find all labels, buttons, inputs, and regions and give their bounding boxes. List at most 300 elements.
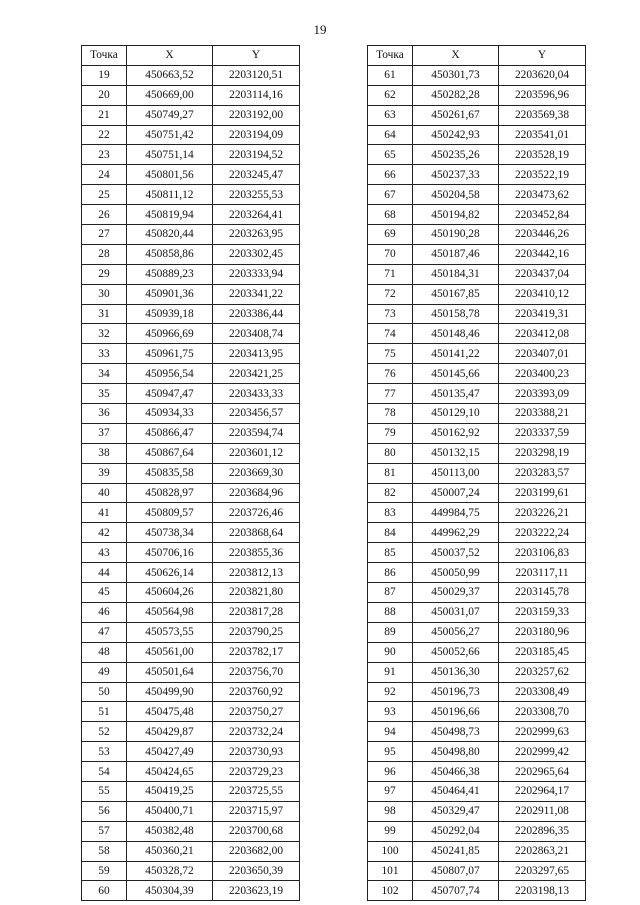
table-row [82,881,300,901]
table-row [368,781,586,801]
cell-y: 2203541,01 [499,125,586,145]
cell-x: 450400,71 [127,801,213,821]
cell-x: 450738,34 [127,523,213,543]
table-row [82,85,300,105]
table-row [368,861,586,881]
cell-point: 40 [82,483,127,503]
cell-point: 43 [82,543,127,563]
cell-y: 2203433,33 [213,384,300,404]
cell-point: 102 [368,881,413,901]
cell-x: 450707,74 [413,881,499,901]
table-row [82,65,300,85]
cell-y: 2203782,17 [213,642,300,662]
table-row [82,702,300,722]
cell-y: 2203337,59 [499,423,586,443]
cell-x: 450037,52 [413,543,499,563]
cell-point: 44 [82,563,127,583]
table-header-row [368,46,586,66]
cell-y: 2203812,13 [213,563,300,583]
cell-point: 75 [368,344,413,364]
cell-y: 2203419,31 [499,304,586,324]
table-row [368,205,586,225]
cell-y: 2203180,96 [499,622,586,642]
cell-x: 450828,97 [127,483,213,503]
cell-y: 2203393,09 [499,384,586,404]
cell-y: 2202964,17 [499,781,586,801]
table-header-row [82,46,300,66]
table-row [82,742,300,762]
table-row [368,523,586,543]
cell-y: 2203596,96 [499,85,586,105]
cell-point: 70 [368,244,413,264]
cell-y: 2203410,12 [499,284,586,304]
cell-x: 450304,39 [127,881,213,901]
table-row [82,642,300,662]
cell-point: 49 [82,662,127,682]
cell-y: 2203106,83 [499,543,586,563]
table-row [368,65,586,85]
cell-x: 450360,21 [127,841,213,861]
cell-x: 450129,10 [413,404,499,424]
table-row [368,821,586,841]
cell-y: 2203194,09 [213,125,300,145]
cell-y: 2203245,47 [213,165,300,185]
cell-y: 2203726,46 [213,503,300,523]
cell-y: 2203400,23 [499,364,586,384]
cell-point: 93 [368,702,413,722]
cell-x: 450466,38 [413,762,499,782]
cell-y: 2203817,28 [213,602,300,622]
cell-point: 52 [82,722,127,742]
table-row [368,165,586,185]
table-row [368,762,586,782]
cell-x: 450261,67 [413,105,499,125]
table-row [82,821,300,841]
cell-point: 87 [368,583,413,603]
cell-point: 63 [368,105,413,125]
table-row [368,324,586,344]
cell-point: 88 [368,602,413,622]
cell-x: 450966,69 [127,324,213,344]
cell-x: 449984,75 [413,503,499,523]
cell-y: 2203729,23 [213,762,300,782]
cell-x: 450301,73 [413,65,499,85]
cell-x: 450499,90 [127,682,213,702]
cell-point: 26 [82,205,127,225]
cell-y: 2203341,22 [213,284,300,304]
table-row [368,682,586,702]
cell-y: 2203117,11 [499,563,586,583]
cell-y: 2202999,63 [499,722,586,742]
cell-y: 2203120,51 [213,65,300,85]
cell-x: 450626,14 [127,563,213,583]
cell-point: 27 [82,225,127,245]
table-row [368,125,586,145]
cell-x: 450235,26 [413,145,499,165]
cell-x: 450145,66 [413,364,499,384]
cell-y: 2203522,19 [499,165,586,185]
cell-point: 36 [82,404,127,424]
cell-x: 450498,73 [413,722,499,742]
cell-point: 47 [82,622,127,642]
cell-x: 450475,48 [127,702,213,722]
cell-point: 96 [368,762,413,782]
coordinates-table-left [81,45,300,901]
cell-point: 91 [368,662,413,682]
cell-x: 450961,75 [127,344,213,364]
cell-point: 20 [82,85,127,105]
cell-y: 2203669,30 [213,463,300,483]
table-row [368,244,586,264]
cell-point: 72 [368,284,413,304]
cell-y: 2203408,74 [213,324,300,344]
cell-x: 450242,93 [413,125,499,145]
cell-x: 450811,12 [127,185,213,205]
cell-point: 76 [368,364,413,384]
cell-point: 77 [368,384,413,404]
cell-point: 23 [82,145,127,165]
header-x: X [127,46,213,66]
table-row [368,463,586,483]
cell-y: 2203159,33 [499,602,586,622]
cell-point: 90 [368,642,413,662]
table-row [368,881,586,901]
cell-point: 30 [82,284,127,304]
cell-y: 2202863,21 [499,841,586,861]
cell-point: 95 [368,742,413,762]
cell-y: 2203682,00 [213,841,300,861]
cell-point: 25 [82,185,127,205]
cell-point: 68 [368,205,413,225]
cell-point: 85 [368,543,413,563]
cell-y: 2203623,19 [213,881,300,901]
cell-x: 450282,28 [413,85,499,105]
table-row [82,781,300,801]
table-row [368,841,586,861]
cell-point: 60 [82,881,127,901]
cell-point: 66 [368,165,413,185]
cell-x: 450901,36 [127,284,213,304]
cell-y: 2203725,55 [213,781,300,801]
cell-y: 2203255,53 [213,185,300,205]
table-row [368,742,586,762]
cell-point: 81 [368,463,413,483]
cell-x: 450241,85 [413,841,499,861]
cell-point: 89 [368,622,413,642]
cell-y: 2203194,52 [213,145,300,165]
cell-y: 2203684,96 [213,483,300,503]
cell-y: 2203264,41 [213,205,300,225]
cell-y: 2203222,24 [499,523,586,543]
cell-y: 2203446,26 [499,225,586,245]
cell-x: 450749,27 [127,105,213,125]
table-row [368,722,586,742]
cell-x: 450167,85 [413,284,499,304]
cell-y: 2203715,97 [213,801,300,821]
cell-point: 28 [82,244,127,264]
cell-y: 2203257,62 [499,662,586,682]
table-row [368,563,586,583]
table-row [82,125,300,145]
cell-x: 450158,78 [413,304,499,324]
cell-point: 42 [82,523,127,543]
table-row [82,762,300,782]
cell-point: 61 [368,65,413,85]
cell-point: 37 [82,423,127,443]
cell-point: 64 [368,125,413,145]
table-row [82,205,300,225]
cell-point: 67 [368,185,413,205]
table-row [82,384,300,404]
table-row [82,662,300,682]
cell-x: 450604,26 [127,583,213,603]
header-point: Точка [82,46,127,66]
cell-point: 80 [368,443,413,463]
table-row [368,662,586,682]
cell-point: 33 [82,344,127,364]
table-row [368,503,586,523]
cell-y: 2203421,25 [213,364,300,384]
table-row [82,304,300,324]
table-row [368,344,586,364]
cell-point: 86 [368,563,413,583]
table-row [82,563,300,583]
cell-point: 54 [82,762,127,782]
cell-y: 2203456,57 [213,404,300,424]
cell-y: 2203308,70 [499,702,586,722]
cell-x: 450329,47 [413,801,499,821]
cell-x: 450947,47 [127,384,213,404]
table-row [82,503,300,523]
cell-point: 48 [82,642,127,662]
cell-y: 2203407,01 [499,344,586,364]
cell-y: 2203297,65 [499,861,586,881]
cell-x: 450052,66 [413,642,499,662]
cell-x: 450187,46 [413,244,499,264]
cell-point: 101 [368,861,413,881]
cell-x: 450132,15 [413,443,499,463]
table-row [82,423,300,443]
table-row [368,443,586,463]
table-row [368,145,586,165]
cell-x: 450706,16 [127,543,213,563]
cell-y: 2203756,70 [213,662,300,682]
cell-y: 2203760,92 [213,682,300,702]
cell-point: 50 [82,682,127,702]
cell-y: 2203114,16 [213,85,300,105]
cell-point: 39 [82,463,127,483]
cell-point: 56 [82,801,127,821]
cell-point: 94 [368,722,413,742]
cell-x: 450196,66 [413,702,499,722]
table-row [368,404,586,424]
cell-y: 2202896,35 [499,821,586,841]
cell-point: 62 [368,85,413,105]
cell-point: 57 [82,821,127,841]
cell-y: 2203413,95 [213,344,300,364]
coordinates-body-left [82,65,300,900]
table-row [368,483,586,503]
cell-x: 450136,30 [413,662,499,682]
table-row [82,244,300,264]
table-row [82,602,300,622]
cell-x: 450561,00 [127,642,213,662]
cell-y: 2203308,49 [499,682,586,702]
table-row [82,523,300,543]
cell-point: 99 [368,821,413,841]
cell-x: 450939,18 [127,304,213,324]
cell-y: 2203145,78 [499,583,586,603]
cell-point: 78 [368,404,413,424]
cell-y: 2203750,27 [213,702,300,722]
cell-point: 22 [82,125,127,145]
table-row [368,423,586,443]
cell-point: 71 [368,264,413,284]
table-row [82,443,300,463]
cell-point: 74 [368,324,413,344]
cell-y: 2203594,74 [213,423,300,443]
page-number: 19 [313,22,327,37]
cell-x: 450751,42 [127,125,213,145]
cell-y: 2203700,68 [213,821,300,841]
cell-x: 450382,48 [127,821,213,841]
cell-x: 450050,99 [413,563,499,583]
cell-point: 29 [82,264,127,284]
table-row [82,404,300,424]
cell-point: 41 [82,503,127,523]
cell-x: 450501,64 [127,662,213,682]
cell-point: 46 [82,602,127,622]
cell-point: 24 [82,165,127,185]
cell-x: 450184,31 [413,264,499,284]
cell-point: 83 [368,503,413,523]
cell-x: 450141,22 [413,344,499,364]
cell-point: 21 [82,105,127,125]
cell-point: 51 [82,702,127,722]
cell-point: 100 [368,841,413,861]
cell-y: 2203412,08 [499,324,586,344]
cell-y: 2203601,12 [213,443,300,463]
table-row [368,364,586,384]
cell-y: 2203185,45 [499,642,586,662]
cell-point: 79 [368,423,413,443]
header-y: Y [213,46,300,66]
cell-point: 32 [82,324,127,344]
cell-x: 450820,44 [127,225,213,245]
cell-y: 2202965,64 [499,762,586,782]
cell-point: 31 [82,304,127,324]
cell-x: 450113,00 [413,463,499,483]
table-row [368,85,586,105]
table-row [368,543,586,563]
cell-x: 450889,23 [127,264,213,284]
cell-y: 2203192,00 [213,105,300,125]
cell-y: 2203821,80 [213,583,300,603]
cell-x: 450237,33 [413,165,499,185]
cell-y: 2203302,45 [213,244,300,264]
table-row [82,682,300,702]
table-row [368,105,586,125]
cell-y: 2203650,39 [213,861,300,881]
table-row [82,324,300,344]
table-row [368,702,586,722]
cell-x: 450429,87 [127,722,213,742]
cell-y: 2203620,04 [499,65,586,85]
cell-y: 2203388,21 [499,404,586,424]
cell-point: 35 [82,384,127,404]
cell-y: 2203298,19 [499,443,586,463]
cell-point: 98 [368,801,413,821]
table-row [368,583,586,603]
cell-y: 2203283,57 [499,463,586,483]
cell-y: 2203263,95 [213,225,300,245]
cell-x: 450866,47 [127,423,213,443]
cell-point: 65 [368,145,413,165]
cell-x: 450190,28 [413,225,499,245]
table-row [82,284,300,304]
cell-y: 2203198,13 [499,881,586,901]
cell-x: 450809,57 [127,503,213,523]
table-row [82,622,300,642]
cell-point: 59 [82,861,127,881]
cell-x: 450031,07 [413,602,499,622]
cell-point: 92 [368,682,413,702]
table-row [368,801,586,821]
cell-y: 2203452,84 [499,205,586,225]
cell-x: 450573,55 [127,622,213,642]
cell-y: 2203790,25 [213,622,300,642]
cell-x: 450835,58 [127,463,213,483]
cell-point: 55 [82,781,127,801]
cell-point: 73 [368,304,413,324]
cell-point: 38 [82,443,127,463]
cell-x: 450564,98 [127,602,213,622]
cell-x: 450751,14 [127,145,213,165]
table-row [368,185,586,205]
table-row [368,602,586,622]
cell-x: 450819,94 [127,205,213,225]
cell-point: 19 [82,65,127,85]
cell-y: 2203473,62 [499,185,586,205]
cell-x: 450196,73 [413,682,499,702]
table-row [82,364,300,384]
cell-y: 2202911,08 [499,801,586,821]
table-row [82,841,300,861]
cell-x: 450498,80 [413,742,499,762]
cell-y: 2203528,19 [499,145,586,165]
table-row [82,145,300,165]
table-row [82,185,300,205]
cell-point: 53 [82,742,127,762]
cell-y: 2203333,94 [213,264,300,284]
cell-x: 450056,27 [413,622,499,642]
table-row [368,304,586,324]
cell-x: 450464,41 [413,781,499,801]
table-row [82,801,300,821]
table-row [82,543,300,563]
cell-y: 2203868,64 [213,523,300,543]
cell-point: 97 [368,781,413,801]
cell-x: 450663,52 [127,65,213,85]
cell-y: 2203855,36 [213,543,300,563]
cell-x: 449962,29 [413,523,499,543]
table-row [82,344,300,364]
cell-y: 2203386,44 [213,304,300,324]
table-row [368,264,586,284]
table-row [82,861,300,881]
cell-x: 450419,25 [127,781,213,801]
cell-y: 2203437,04 [499,264,586,284]
